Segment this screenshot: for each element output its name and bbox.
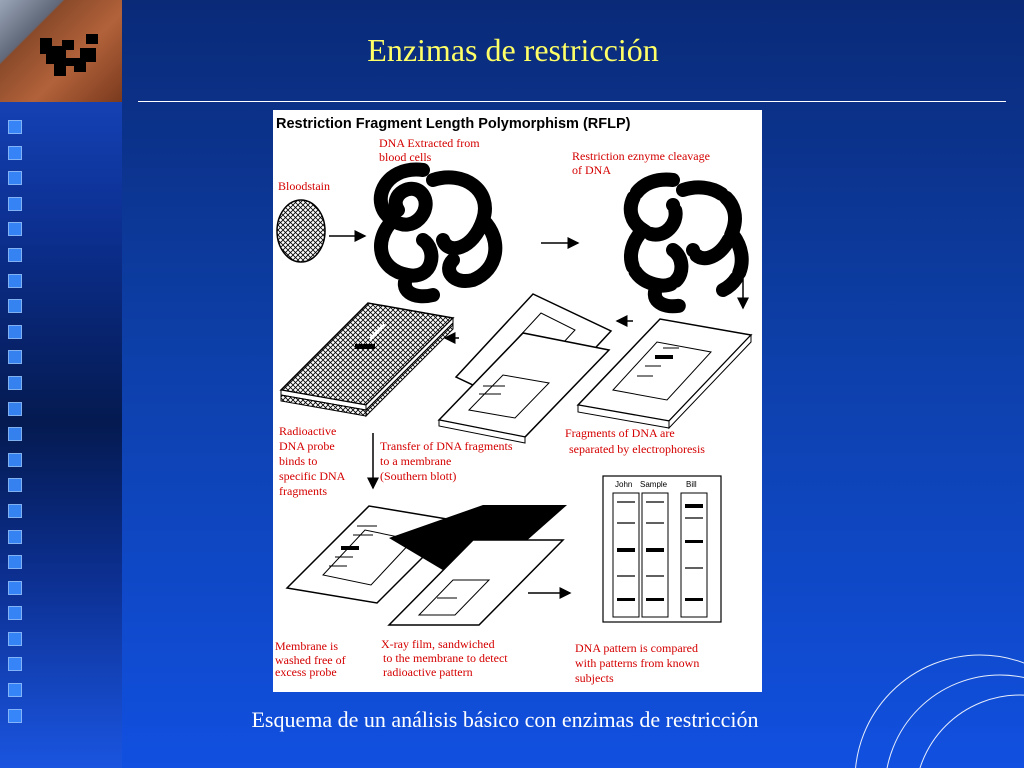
label-electrophoresis-1: Fragments of DNA are (565, 426, 675, 440)
label-dna-extracted-1: DNA Extracted from (379, 136, 480, 150)
label-xray-3: radioactive pattern (383, 665, 473, 679)
label-xray-2: to the membrane to detect (383, 651, 508, 665)
label-compare-3: subjects (575, 671, 614, 685)
label-cleavage-2: of DNA (572, 163, 611, 177)
label-probe-5: fragments (279, 484, 327, 498)
label-washed-2: washed free of (275, 653, 346, 667)
decorative-arcs (840, 650, 1024, 768)
label-dna-extracted-2: blood cells (379, 150, 432, 164)
label-compare-1: DNA pattern is compared (575, 641, 698, 655)
label-probe-1: Radioactive (279, 424, 337, 438)
label-probe-3: binds to (279, 454, 318, 468)
logo-image (0, 0, 122, 102)
diagram-heading: Restriction Fragment Length Polymorphism (RFLP) (276, 116, 631, 132)
label-transfer-2: to a membrane (380, 454, 452, 468)
label-probe-2: DNA probe (279, 439, 335, 453)
label-washed-1: Membrane is (275, 639, 338, 653)
dna-coil-cleaved (631, 180, 742, 307)
square-bullets-column (8, 120, 28, 734)
label-xray-1: X-ray film, sandwiched (381, 637, 495, 651)
label-probe-4: specific DNA (279, 469, 346, 483)
dna-coil-extracted (381, 170, 496, 297)
label-transfer-3: (Southern blott) (380, 469, 457, 483)
logo-icon (0, 0, 122, 102)
title-divider (138, 101, 1006, 102)
label-electrophoresis-2: separated by electrophoresis (569, 442, 705, 456)
label-compare-2: with patterns from known (575, 656, 700, 670)
bloodstain-shape (277, 200, 325, 262)
label-transfer-1: Transfer of DNA fragments (380, 439, 513, 453)
label-bloodstain: Bloodstain (278, 179, 331, 193)
rflp-diagram (273, 110, 762, 692)
slide-title: Enzimas de restricción (367, 32, 659, 68)
lane-label-bill: Bill (686, 480, 697, 489)
label-washed-3: excess probe (275, 665, 337, 679)
slide-caption: Esquema de un análisis básico con enzimas de restricción (251, 707, 759, 732)
label-cleavage-1: Restriction eznyme cleavage (572, 149, 710, 163)
lane-label-sample: Sample (640, 480, 668, 489)
rflp-diagram-svg (273, 110, 762, 692)
lane-label-john: John (615, 480, 633, 489)
